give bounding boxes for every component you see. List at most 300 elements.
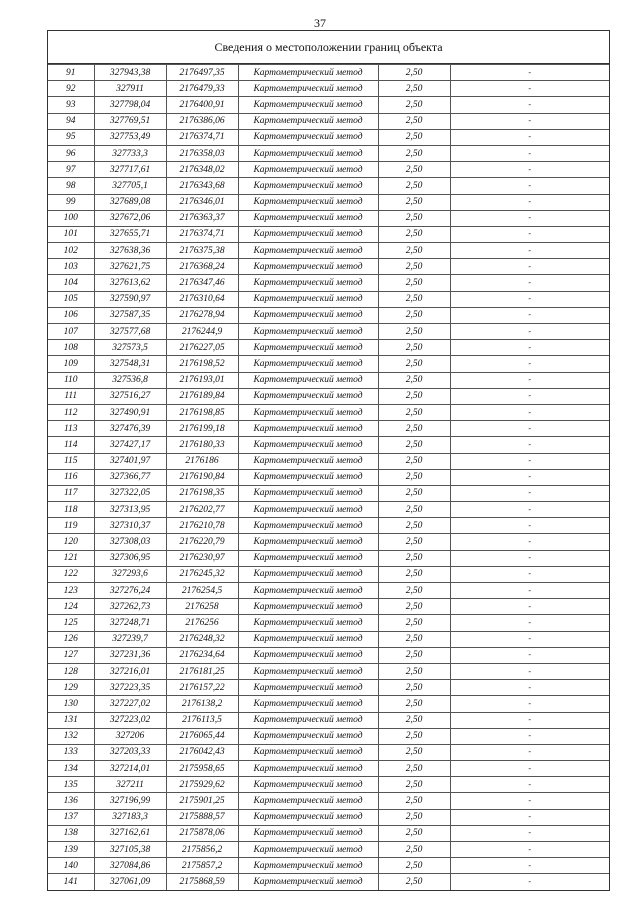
cell-coordinate-y: 2176202,77	[166, 502, 238, 518]
cell-coordinate-y: 2176248,32	[166, 631, 238, 647]
cell-coordinate-y: 2176256	[166, 615, 238, 631]
cell-description: -	[450, 615, 609, 631]
cell-coordinate-y: 2176186	[166, 453, 238, 469]
table-row	[48, 663, 609, 679]
cell-coordinate-x: 327162,61	[94, 825, 166, 841]
table-row	[48, 874, 609, 890]
cell-coordinate-x: 327427,17	[94, 437, 166, 453]
cell-point-number: 141	[48, 874, 94, 890]
cell-accuracy: 2,50	[378, 615, 450, 631]
cell-description: -	[450, 566, 609, 582]
cell-method: Картометрический метод	[238, 663, 378, 679]
cell-coordinate-x: 327911	[94, 81, 166, 97]
cell-accuracy: 2,50	[378, 518, 450, 534]
table-row	[48, 81, 609, 97]
cell-description: -	[450, 696, 609, 712]
cell-accuracy: 2,50	[378, 65, 450, 81]
cell-coordinate-x: 327276,24	[94, 583, 166, 599]
cell-accuracy: 2,50	[378, 550, 450, 566]
cell-method: Картометрический метод	[238, 728, 378, 744]
cell-accuracy: 2,50	[378, 226, 450, 242]
cell-point-number: 130	[48, 696, 94, 712]
cell-accuracy: 2,50	[378, 81, 450, 97]
cell-coordinate-x: 327322,05	[94, 485, 166, 501]
cell-method: Картометрический метод	[238, 162, 378, 178]
cell-coordinate-y: 2175878,06	[166, 825, 238, 841]
cell-point-number: 104	[48, 275, 94, 291]
cell-coordinate-x: 327943,38	[94, 65, 166, 81]
cell-accuracy: 2,50	[378, 275, 450, 291]
cell-method: Картометрический метод	[238, 793, 378, 809]
cell-method: Картометрический метод	[238, 712, 378, 728]
table-row	[48, 777, 609, 793]
cell-coordinate-y: 2176180,33	[166, 437, 238, 453]
table-row	[48, 129, 609, 145]
cell-method: Картометрический метод	[238, 65, 378, 81]
cell-coordinate-x: 327476,39	[94, 421, 166, 437]
cell-coordinate-x: 327621,75	[94, 259, 166, 275]
cell-accuracy: 2,50	[378, 534, 450, 550]
cell-accuracy: 2,50	[378, 680, 450, 696]
cell-method: Картометрический метод	[238, 129, 378, 145]
cell-point-number: 135	[48, 777, 94, 793]
cell-method: Картометрический метод	[238, 404, 378, 420]
cell-method: Картометрический метод	[238, 178, 378, 194]
cell-coordinate-x: 327769,51	[94, 113, 166, 129]
table-row	[48, 469, 609, 485]
cell-method: Картометрический метод	[238, 275, 378, 291]
cell-description: -	[450, 858, 609, 874]
cell-accuracy: 2,50	[378, 404, 450, 420]
cell-point-number: 116	[48, 469, 94, 485]
cell-accuracy: 2,50	[378, 793, 450, 809]
cell-point-number: 108	[48, 340, 94, 356]
cell-point-number: 127	[48, 647, 94, 663]
cell-description: -	[450, 663, 609, 679]
table-row	[48, 842, 609, 858]
cell-point-number: 138	[48, 825, 94, 841]
cell-coordinate-y: 2176199,18	[166, 421, 238, 437]
cell-point-number: 140	[48, 858, 94, 874]
cell-coordinate-y: 2175857,2	[166, 858, 238, 874]
table-row	[48, 404, 609, 420]
cell-coordinate-x: 327689,08	[94, 194, 166, 210]
cell-coordinate-y: 2176198,35	[166, 485, 238, 501]
cell-coordinate-x: 327577,68	[94, 324, 166, 340]
cell-point-number: 118	[48, 502, 94, 518]
cell-method: Картометрический метод	[238, 243, 378, 259]
table-row	[48, 340, 609, 356]
cell-point-number: 126	[48, 631, 94, 647]
cell-description: -	[450, 842, 609, 858]
table-row	[48, 534, 609, 550]
cell-method: Картометрический метод	[238, 356, 378, 372]
table-row	[48, 647, 609, 663]
cell-method: Картометрический метод	[238, 340, 378, 356]
cell-description: -	[450, 324, 609, 340]
cell-description: -	[450, 81, 609, 97]
cell-description: -	[450, 437, 609, 453]
cell-coordinate-y: 2175888,57	[166, 809, 238, 825]
cell-coordinate-y: 2176278,94	[166, 307, 238, 323]
cell-method: Картометрический метод	[238, 761, 378, 777]
cell-accuracy: 2,50	[378, 712, 450, 728]
cell-description: -	[450, 356, 609, 372]
cell-method: Картометрический метод	[238, 485, 378, 501]
cell-point-number: 95	[48, 129, 94, 145]
page-number: 37	[314, 16, 326, 30]
cell-coordinate-y: 2176497,35	[166, 65, 238, 81]
cell-coordinate-y: 2176347,46	[166, 275, 238, 291]
table-row	[48, 809, 609, 825]
cell-method: Картометрический метод	[238, 210, 378, 226]
cell-accuracy: 2,50	[378, 599, 450, 615]
cell-point-number: 121	[48, 550, 94, 566]
cell-point-number: 132	[48, 728, 94, 744]
cell-description: -	[450, 388, 609, 404]
cell-coordinate-y: 2176244,9	[166, 324, 238, 340]
cell-point-number: 134	[48, 761, 94, 777]
cell-point-number: 139	[48, 842, 94, 858]
cell-accuracy: 2,50	[378, 583, 450, 599]
cell-coordinate-y: 2176181,25	[166, 663, 238, 679]
cell-coordinate-x: 327293,6	[94, 566, 166, 582]
table-row	[48, 356, 609, 372]
table-row	[48, 194, 609, 210]
cell-coordinate-y: 2176374,71	[166, 226, 238, 242]
cell-description: -	[450, 550, 609, 566]
cell-accuracy: 2,50	[378, 162, 450, 178]
cell-coordinate-y: 2176220,79	[166, 534, 238, 550]
cell-description: -	[450, 777, 609, 793]
table-row	[48, 680, 609, 696]
cell-description: -	[450, 307, 609, 323]
cell-coordinate-y: 2176042,43	[166, 744, 238, 760]
cell-accuracy: 2,50	[378, 421, 450, 437]
cell-coordinate-x: 327655,71	[94, 226, 166, 242]
cell-accuracy: 2,50	[378, 469, 450, 485]
table-row	[48, 761, 609, 777]
cell-point-number: 103	[48, 259, 94, 275]
cell-accuracy: 2,50	[378, 761, 450, 777]
cell-description: -	[450, 712, 609, 728]
cell-point-number: 111	[48, 388, 94, 404]
cell-point-number: 112	[48, 404, 94, 420]
cell-accuracy: 2,50	[378, 631, 450, 647]
table-row	[48, 631, 609, 647]
cell-method: Картометрический метод	[238, 194, 378, 210]
cell-point-number: 137	[48, 809, 94, 825]
table-row	[48, 615, 609, 631]
table-row	[48, 550, 609, 566]
cell-point-number: 93	[48, 97, 94, 113]
cell-accuracy: 2,50	[378, 485, 450, 501]
cell-method: Картометрический метод	[238, 388, 378, 404]
cell-description: -	[450, 534, 609, 550]
cell-accuracy: 2,50	[378, 129, 450, 145]
cell-coordinate-y: 2176363,37	[166, 210, 238, 226]
cell-method: Картометрический метод	[238, 858, 378, 874]
cell-description: -	[450, 129, 609, 145]
table-row	[48, 453, 609, 469]
cell-coordinate-x: 327310,37	[94, 518, 166, 534]
cell-method: Картометрический метод	[238, 534, 378, 550]
cell-coordinate-x: 327587,35	[94, 307, 166, 323]
cell-description: -	[450, 744, 609, 760]
cell-accuracy: 2,50	[378, 194, 450, 210]
cell-coordinate-x: 327366,77	[94, 469, 166, 485]
table-row	[48, 388, 609, 404]
cell-coordinate-y: 2176375,38	[166, 243, 238, 259]
cell-method: Картометрический метод	[238, 777, 378, 793]
cell-point-number: 94	[48, 113, 94, 129]
cell-description: -	[450, 145, 609, 161]
cell-coordinate-y: 2175958,65	[166, 761, 238, 777]
cell-coordinate-y: 2175901,25	[166, 793, 238, 809]
cell-coordinate-x: 327490,91	[94, 404, 166, 420]
cell-accuracy: 2,50	[378, 874, 450, 890]
cell-description: -	[450, 502, 609, 518]
cell-coordinate-y: 2176348,02	[166, 162, 238, 178]
cell-method: Картометрический метод	[238, 680, 378, 696]
cell-accuracy: 2,50	[378, 340, 450, 356]
table-row	[48, 162, 609, 178]
cell-coordinate-y: 2176386,06	[166, 113, 238, 129]
cell-point-number: 117	[48, 485, 94, 501]
cell-accuracy: 2,50	[378, 842, 450, 858]
cell-description: -	[450, 583, 609, 599]
cell-coordinate-x: 327196,99	[94, 793, 166, 809]
cell-description: -	[450, 518, 609, 534]
cell-method: Картометрический метод	[238, 453, 378, 469]
cell-method: Картометрический метод	[238, 599, 378, 615]
cell-accuracy: 2,50	[378, 566, 450, 582]
cell-method: Картометрический метод	[238, 81, 378, 97]
cell-accuracy: 2,50	[378, 113, 450, 129]
cell-point-number: 96	[48, 145, 94, 161]
cell-coordinate-y: 2176198,85	[166, 404, 238, 420]
cell-point-number: 102	[48, 243, 94, 259]
cell-coordinate-x: 327084,86	[94, 858, 166, 874]
cell-point-number: 123	[48, 583, 94, 599]
cell-coordinate-x: 327590,97	[94, 291, 166, 307]
table-row	[48, 599, 609, 615]
table-row	[48, 324, 609, 340]
cell-coordinate-y: 2176346,01	[166, 194, 238, 210]
cell-method: Картометрический метод	[238, 113, 378, 129]
cell-method: Картометрический метод	[238, 145, 378, 161]
table-row	[48, 858, 609, 874]
cell-method: Картометрический метод	[238, 226, 378, 242]
cell-accuracy: 2,50	[378, 809, 450, 825]
cell-coordinate-y: 2176374,71	[166, 129, 238, 145]
cell-description: -	[450, 469, 609, 485]
cell-point-number: 128	[48, 663, 94, 679]
cell-description: -	[450, 226, 609, 242]
cell-coordinate-y: 2176245,32	[166, 566, 238, 582]
cell-point-number: 92	[48, 81, 94, 97]
cell-method: Картометрический метод	[238, 744, 378, 760]
cell-coordinate-x: 327239,7	[94, 631, 166, 647]
cell-accuracy: 2,50	[378, 728, 450, 744]
cell-description: -	[450, 809, 609, 825]
cell-coordinate-y: 2176189,84	[166, 388, 238, 404]
cell-description: -	[450, 210, 609, 226]
cell-point-number: 124	[48, 599, 94, 615]
cell-coordinate-x: 327672,06	[94, 210, 166, 226]
cell-point-number: 136	[48, 793, 94, 809]
cell-coordinate-x: 327313,95	[94, 502, 166, 518]
cell-coordinate-y: 2176310,64	[166, 291, 238, 307]
cell-coordinate-y: 2175856,2	[166, 842, 238, 858]
cell-coordinate-x: 327573,5	[94, 340, 166, 356]
cell-description: -	[450, 453, 609, 469]
cell-coordinate-x: 327223,35	[94, 680, 166, 696]
cell-description: -	[450, 65, 609, 81]
table-row	[48, 696, 609, 712]
table-row	[48, 744, 609, 760]
cell-point-number: 107	[48, 324, 94, 340]
cell-description: -	[450, 793, 609, 809]
table-title: Сведения о местоположении границ объекта	[48, 31, 609, 64]
cell-accuracy: 2,50	[378, 324, 450, 340]
table-row	[48, 583, 609, 599]
cell-coordinate-y: 2176368,24	[166, 259, 238, 275]
cell-point-number: 133	[48, 744, 94, 760]
table-row	[48, 437, 609, 453]
cell-point-number: 114	[48, 437, 94, 453]
table-row	[48, 307, 609, 323]
cell-method: Картометрический метод	[238, 421, 378, 437]
cell-coordinate-y: 2176230,97	[166, 550, 238, 566]
cell-coordinate-x: 327638,36	[94, 243, 166, 259]
cell-description: -	[450, 404, 609, 420]
cell-description: -	[450, 291, 609, 307]
cell-accuracy: 2,50	[378, 744, 450, 760]
cell-point-number: 98	[48, 178, 94, 194]
cell-method: Картометрический метод	[238, 842, 378, 858]
cell-method: Картометрический метод	[238, 97, 378, 113]
cell-coordinate-x: 327203,33	[94, 744, 166, 760]
cell-description: -	[450, 194, 609, 210]
cell-method: Картометрический метод	[238, 647, 378, 663]
cell-point-number: 129	[48, 680, 94, 696]
cell-accuracy: 2,50	[378, 453, 450, 469]
cell-point-number: 122	[48, 566, 94, 582]
table-row	[48, 113, 609, 129]
cell-method: Картометрический метод	[238, 324, 378, 340]
cell-coordinate-x: 327206	[94, 728, 166, 744]
cell-point-number: 113	[48, 421, 94, 437]
table-row	[48, 518, 609, 534]
cell-coordinate-x: 327214,01	[94, 761, 166, 777]
table-row	[48, 728, 609, 744]
cell-description: -	[450, 647, 609, 663]
cell-coordinate-y: 2176343,68	[166, 178, 238, 194]
cell-method: Картометрический метод	[238, 566, 378, 582]
cell-method: Картометрический метод	[238, 469, 378, 485]
cell-accuracy: 2,50	[378, 210, 450, 226]
cell-description: -	[450, 680, 609, 696]
cell-description: -	[450, 178, 609, 194]
table-row	[48, 712, 609, 728]
cell-method: Картометрический метод	[238, 631, 378, 647]
cell-point-number: 97	[48, 162, 94, 178]
cell-coordinate-x: 327308,03	[94, 534, 166, 550]
table-row	[48, 178, 609, 194]
cell-point-number: 99	[48, 194, 94, 210]
table-row	[48, 243, 609, 259]
cell-coordinate-x: 327183,3	[94, 809, 166, 825]
table-row	[48, 566, 609, 582]
cell-description: -	[450, 97, 609, 113]
cell-description: -	[450, 825, 609, 841]
cell-coordinate-x: 327248,71	[94, 615, 166, 631]
cell-accuracy: 2,50	[378, 502, 450, 518]
cell-description: -	[450, 631, 609, 647]
cell-accuracy: 2,50	[378, 696, 450, 712]
cell-coordinate-y: 2176113,5	[166, 712, 238, 728]
cell-point-number: 125	[48, 615, 94, 631]
cell-method: Картометрический метод	[238, 874, 378, 890]
table-row	[48, 210, 609, 226]
table-body	[48, 65, 609, 890]
cell-coordinate-y: 2175929,62	[166, 777, 238, 793]
cell-coordinate-x: 327223,02	[94, 712, 166, 728]
table-row	[48, 421, 609, 437]
cell-coordinate-x: 327306,95	[94, 550, 166, 566]
cell-method: Картометрический метод	[238, 825, 378, 841]
cell-coordinate-y: 2176065,44	[166, 728, 238, 744]
table-row	[48, 793, 609, 809]
table-row	[48, 226, 609, 242]
cell-method: Картометрический метод	[238, 696, 378, 712]
cell-description: -	[450, 162, 609, 178]
cell-coordinate-y: 2176258	[166, 599, 238, 615]
cell-accuracy: 2,50	[378, 178, 450, 194]
cell-description: -	[450, 113, 609, 129]
cell-coordinate-x: 327705,1	[94, 178, 166, 194]
cell-accuracy: 2,50	[378, 647, 450, 663]
cell-coordinate-y: 2175868,59	[166, 874, 238, 890]
cell-point-number: 105	[48, 291, 94, 307]
cell-method: Картометрический метод	[238, 518, 378, 534]
cell-method: Картометрический метод	[238, 615, 378, 631]
cell-coordinate-y: 2176210,78	[166, 518, 238, 534]
cell-point-number: 101	[48, 226, 94, 242]
cell-accuracy: 2,50	[378, 825, 450, 841]
cell-coordinate-x: 327262,73	[94, 599, 166, 615]
table-row	[48, 259, 609, 275]
table-row	[48, 825, 609, 841]
cell-accuracy: 2,50	[378, 356, 450, 372]
cell-accuracy: 2,50	[378, 243, 450, 259]
cell-accuracy: 2,50	[378, 145, 450, 161]
cell-description: -	[450, 243, 609, 259]
cell-point-number: 131	[48, 712, 94, 728]
cell-coordinate-x: 327216,01	[94, 663, 166, 679]
cell-description: -	[450, 275, 609, 291]
cell-coordinate-y: 2176254,5	[166, 583, 238, 599]
cell-method: Картометрический метод	[238, 809, 378, 825]
boundary-points-table	[48, 64, 609, 890]
cell-coordinate-x: 327753,49	[94, 129, 166, 145]
cell-coordinate-x: 327061,09	[94, 874, 166, 890]
cell-method: Картометрический метод	[238, 550, 378, 566]
boundary-table-frame	[47, 30, 610, 891]
cell-accuracy: 2,50	[378, 372, 450, 388]
cell-coordinate-x: 327401,97	[94, 453, 166, 469]
